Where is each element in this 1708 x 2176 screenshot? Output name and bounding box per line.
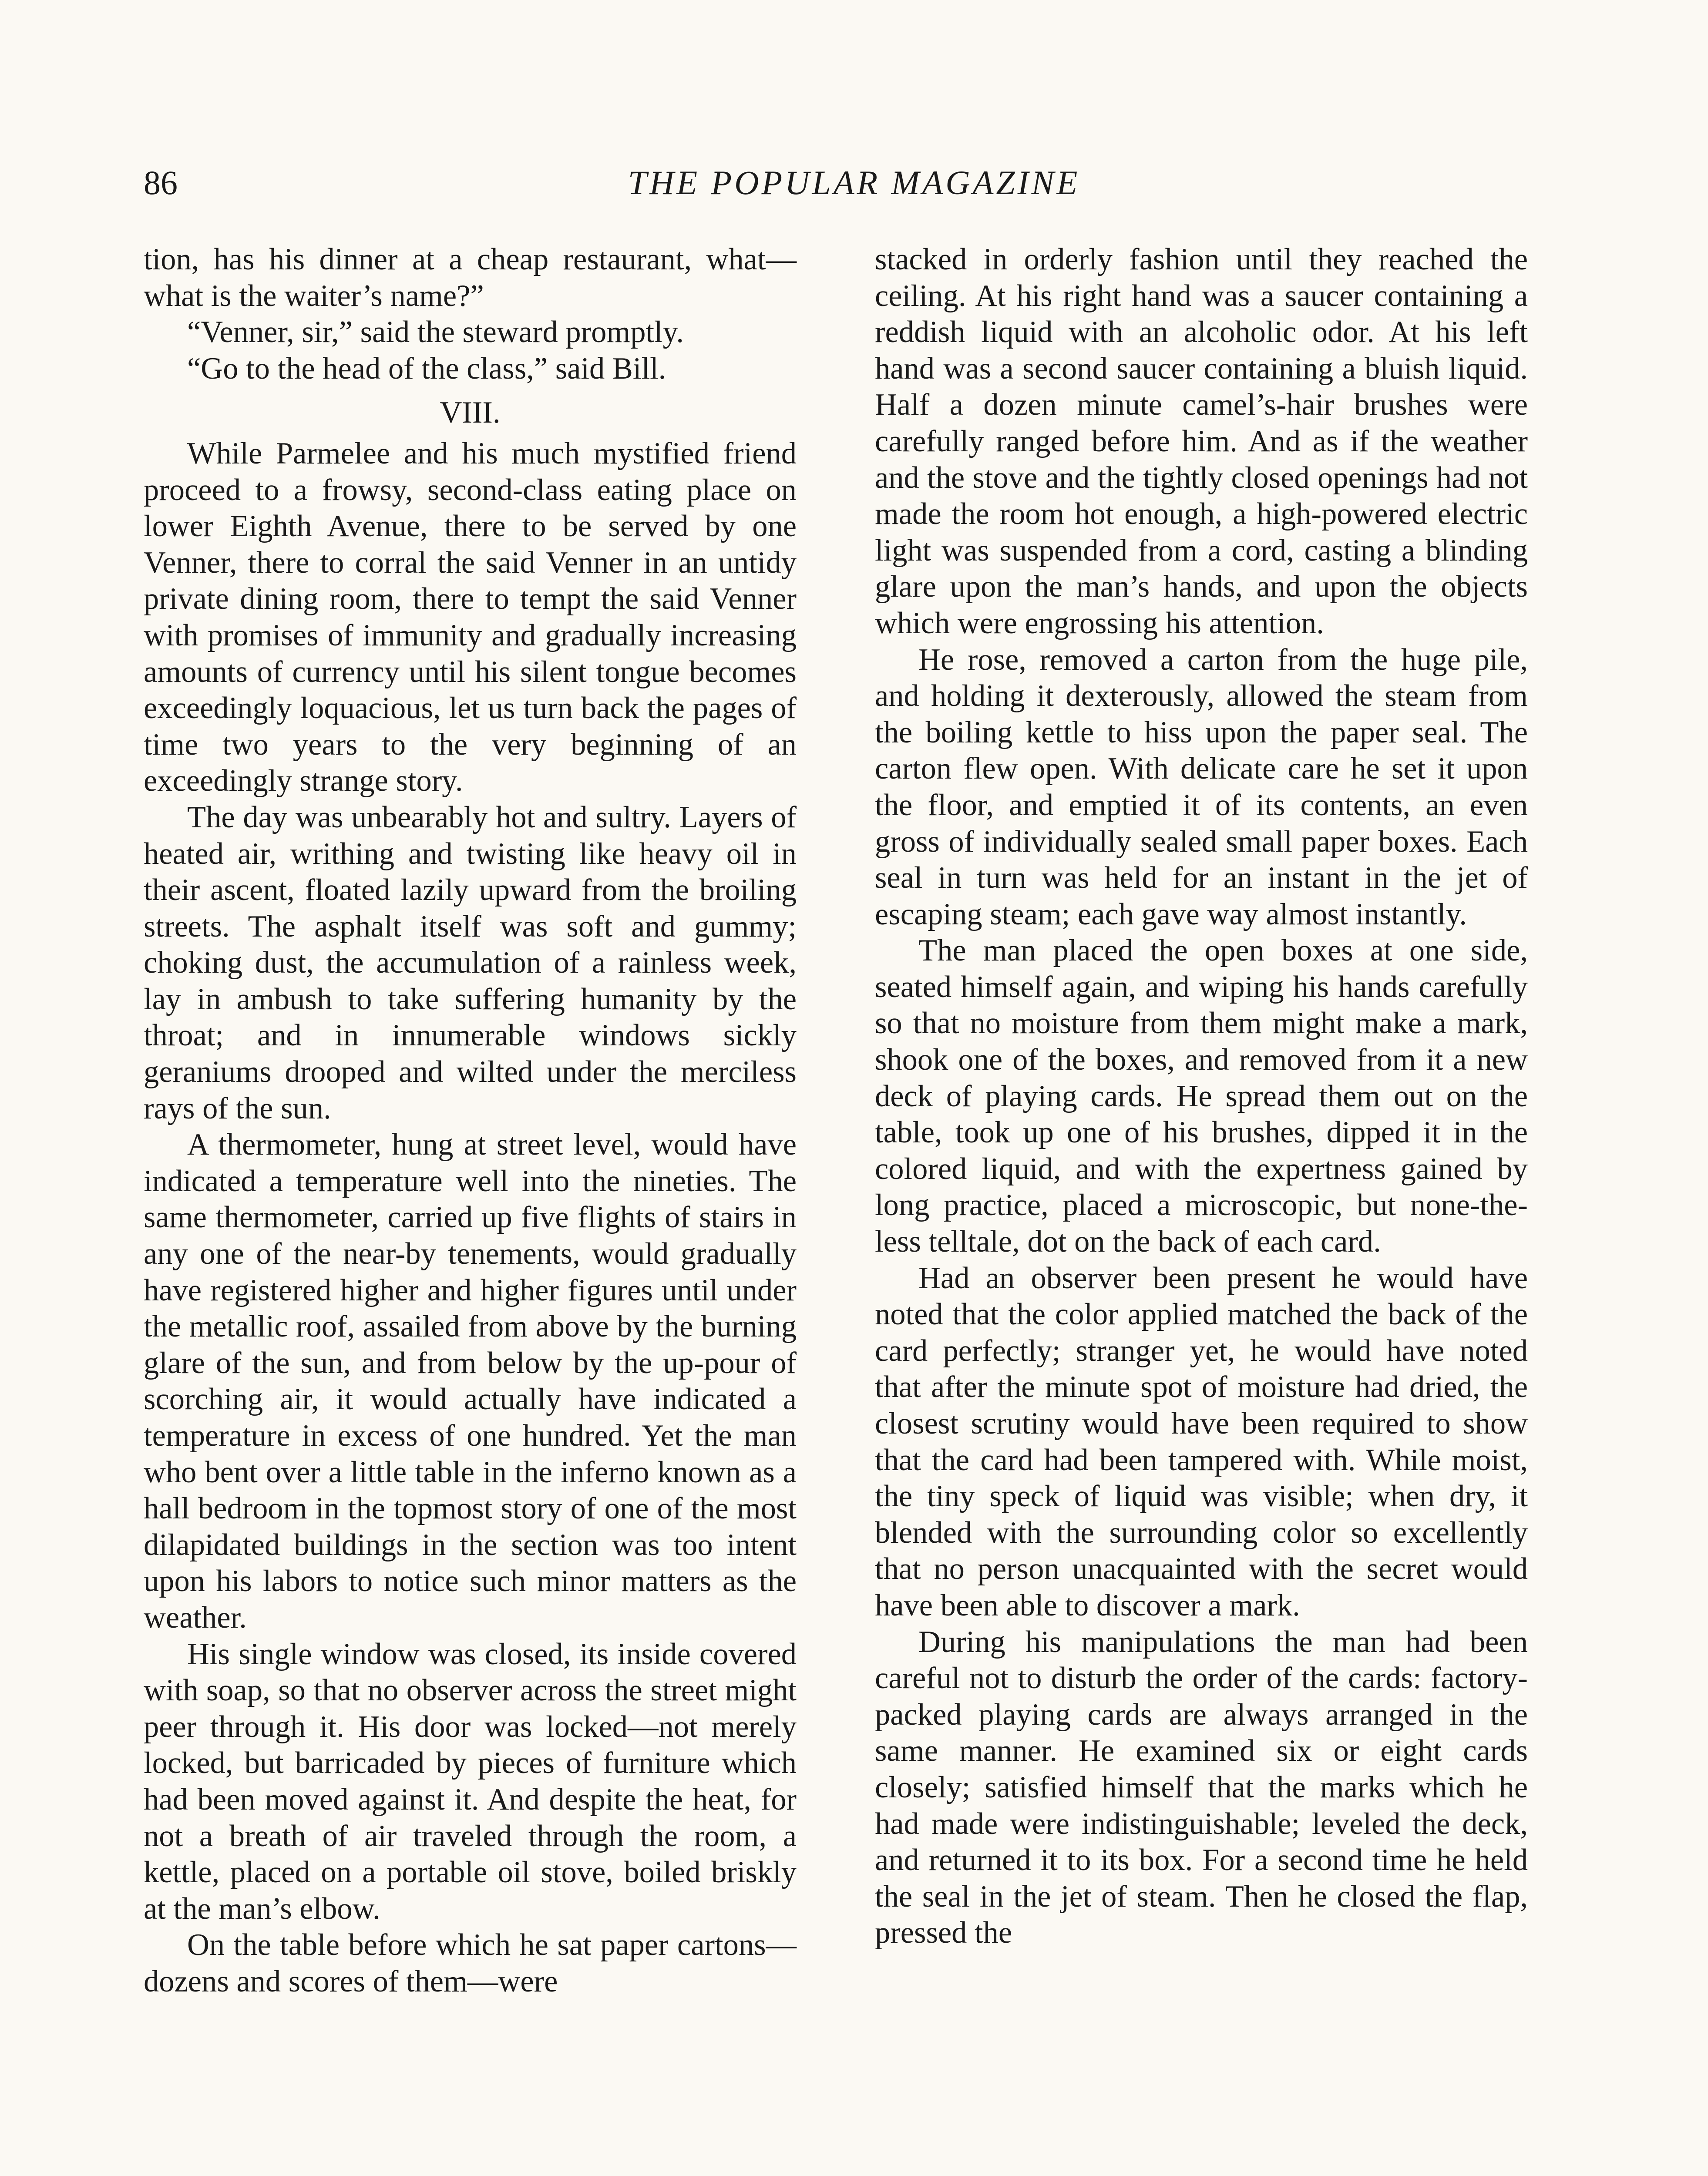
right-column — [875, 242, 1528, 2176]
paragraph: His single window was closed, its inside covered with soap, so that no observer across the street might peer through it. His door was locked—not merely locked, but barricaded by pieces of furniture which had been moved against it. And despite the heat, for not a breath of air traveled through the room, a kettle, placed on a portable oil stove, boiled briskly at the man’s elbow. — [144, 1637, 797, 1926]
paragraph: He rose, removed a carton from the huge pile, and holding it dexterously, allowed the steam from the boiling kettle to hiss upon the paper seal. The carton flew open. With delicate care he set it upon the floor, and emptied it of its contents, an even gross of individually sealed small paper boxes. Each seal in turn was held for an instant in the jet of escaping steam; each gave way almost instantly. — [875, 642, 1528, 931]
left-column — [144, 242, 797, 2176]
paragraph: A thermometer, hung at street level, would have indicated a temperature well into the nineties. The same thermometer, carried up five flights of stairs in any one of the near-by tenements, would gradually have registered higher and higher figures until under the metallic roof, assailed from above by the burning glare of the sun, and from below by the up-pour of scorching air, it would actually have indicated a temperature in excess of one hundred. Yet the man who bent over a little table in the inferno known as a hall bedroom in the topmost story of one of the most dilapidated buildings in the section was too intent upon his labors to notice such minor matters as the weather. — [144, 1128, 797, 1635]
paragraph: On the table before which he sat paper cartons—dozens and scores of them—were — [144, 1928, 797, 1998]
paragraph: “Go to the head of the class,” said Bill. — [187, 351, 666, 386]
page-number: 86 — [144, 164, 178, 201]
paragraph: tion, has his dinner at a cheap restaurant, what—what is the waiter’s name?” — [144, 242, 797, 313]
page-header — [144, 161, 1564, 218]
paragraph: During his manipulations the man had been careful not to disturb the order of the cards: factory-packed playing cards are always arranged in the same manner. He examined six or eight cards closely; satisfied himself that the marks which he had made were indistinguishable; leveled the deck, and returned it to its box. For a second time he held the seal in the jet of steam. Then he closed the flap, pressed the — [875, 1625, 1528, 1950]
running-title: THE POPULAR MAGAZINE — [628, 164, 1080, 201]
paragraph: The man placed the open boxes at one side, seated himself again, and wiping his hands carefully so that no moisture from them might make a mark, shook one of the boxes, and removed from it a new deck of playing cards. He spread them out on the table, took up one of his brushes, dipped it in the colored liquid, and with the expertness gained by long practice, placed a microscopic, but none-the-less telltale, dot on the back of each card. — [875, 934, 1528, 1259]
paragraph: “Venner, sir,” said the steward promptly. — [187, 315, 684, 349]
section-heading: VIII. — [440, 396, 501, 430]
paragraph: Had an observer been present he would have noted that the color applied matched the back of the card perfectly; stranger yet, he would have noted that after the minute spot of moisture had dried, the closest scrutiny would have been required to show that the card had been tampered with. While moist, the tiny speck of liquid was visible; when dry, it blended with the surrounding color so excellently that no person unacquainted with the secret would have been able to discover a mark. — [875, 1261, 1528, 1622]
paragraph: stacked in orderly fashion until they reached the ceiling. At his right hand was a saucer containing a reddish liquid with an alcoholic odor. At his left hand was a second saucer containing a bluish liquid. Half a dozen minute camel’s-hair brushes were carefully ranged before him. And as if the weather and the stove and the tightly closed openings had not made the room hot enough, a high-powered electric light was suspended from a cord, casting a blinding glare upon the man’s hands, and upon the objects which were engrossing his attention. — [875, 242, 1528, 640]
paragraph: While Parmelee and his much mystified friend proceed to a frowsy, second-class eating place on lower Eighth Avenue, there to be served by one Venner, there to corral the said Venner in an untidy private dining room, there to tempt the said Venner with promises of immunity and gradually increasing amounts of currency until his silent tongue becomes exceedingly loquacious, let us turn back the pages of time two years to the very beginning of an exceedingly strange story. — [144, 436, 797, 798]
paragraph: The day was unbearably hot and sultry. Layers of heated air, writhing and twisting like heavy oil in their ascent, floated lazily upward from the broiling streets. The asphalt itself was soft and gummy; choking dust, the accumulation of a rainless week, lay in ambush to take suffering humanity by the throat; and in innumerable windows sickly geraniums drooped and wilted under the merciless rays of the sun. — [144, 800, 797, 1125]
